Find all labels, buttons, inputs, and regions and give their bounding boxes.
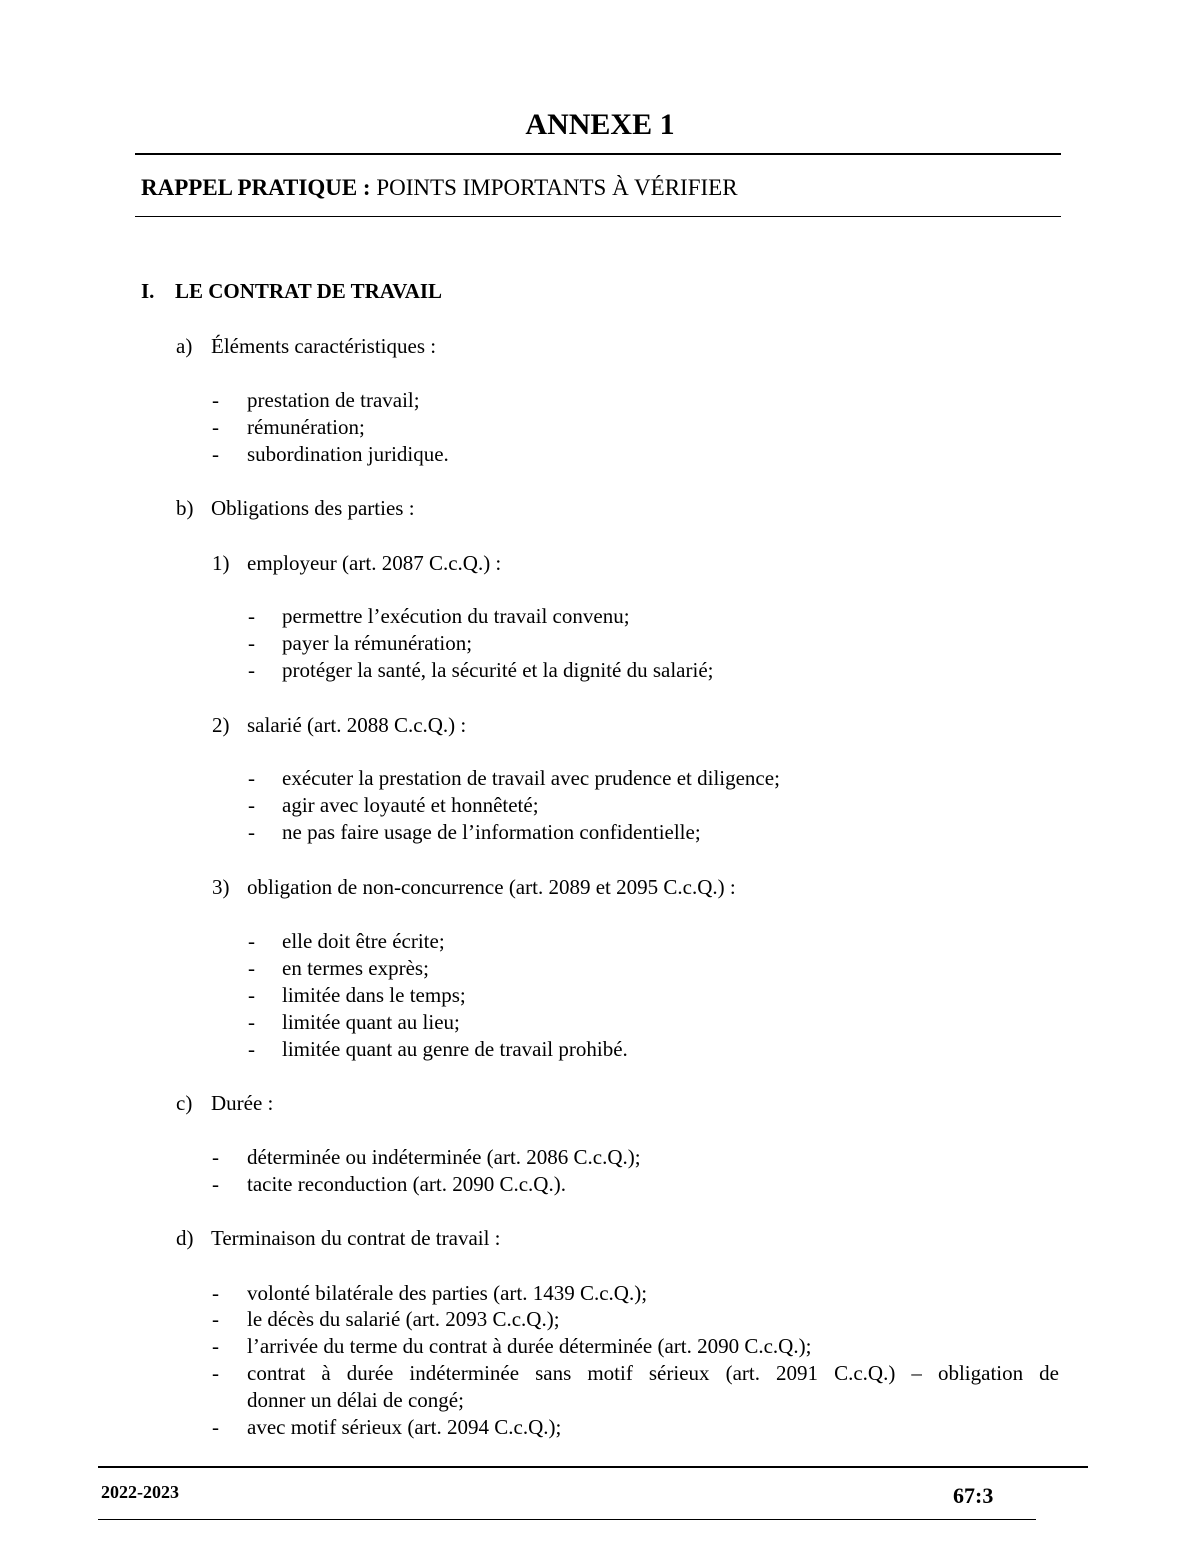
section-number: I.	[141, 279, 155, 303]
bullet-dash: -	[212, 1361, 219, 1385]
bullet-dash: -	[248, 983, 255, 1007]
footer-rule-bottom	[98, 1519, 1036, 1520]
list-item: agir avec loyauté et honnêteté;	[282, 793, 539, 817]
section-heading	[141, 279, 442, 304]
bullet-dash: -	[212, 415, 219, 439]
page-subtitle	[141, 175, 738, 201]
title-rule	[135, 153, 1061, 155]
bullet-dash: -	[248, 658, 255, 682]
footer-rule-top	[98, 1466, 1088, 1468]
list-item: l’arrivée du terme du contrat à durée déterminée (art. 2090 C.c.Q.);	[247, 1334, 812, 1358]
list-item: avec motif sérieux (art. 2094 C.c.Q.);	[247, 1415, 562, 1439]
bullet-dash: -	[248, 956, 255, 980]
bullet-dash: -	[212, 1334, 219, 1358]
list-item-long-line2: donner un délai de congé;	[247, 1388, 464, 1412]
footer-year: 2022-2023	[101, 1482, 179, 1502]
item-c-heading: Durée :	[211, 1091, 274, 1115]
bullet-dash: -	[248, 766, 255, 790]
bullet-dash: -	[248, 1010, 255, 1034]
list-item: ne pas faire usage de l’information confidentielle;	[282, 820, 701, 844]
item-a-heading: Éléments caractéristiques :	[211, 334, 437, 358]
sub-3-heading: obligation de non-concurrence (art. 2089 et 2095 C.c.Q.) :	[247, 875, 736, 899]
item-d-marker: d)	[176, 1226, 194, 1250]
list-item: elle doit être écrite;	[282, 929, 445, 953]
bullet-dash: -	[248, 1037, 255, 1061]
bullet-dash: -	[212, 1281, 219, 1305]
list-item: limitée dans le temps;	[282, 983, 466, 1007]
list-item: limitée quant au genre de travail prohibé.	[282, 1037, 628, 1061]
list-item: en termes exprès;	[282, 956, 429, 980]
list-item: payer la rémunération;	[282, 631, 473, 655]
list-item: tacite reconduction (art. 2090 C.c.Q.).	[247, 1172, 566, 1196]
bullet-dash: -	[212, 1415, 219, 1439]
bullet-dash: -	[212, 1307, 219, 1331]
list-item: rémunération;	[247, 415, 365, 439]
list-item: limitée quant au lieu;	[282, 1010, 460, 1034]
item-c-marker: c)	[176, 1091, 193, 1115]
list-item: subordination juridique.	[247, 442, 449, 466]
item-d-heading: Terminaison du contrat de travail :	[211, 1226, 501, 1250]
list-item: le décès du salarié (art. 2093 C.c.Q.);	[247, 1307, 560, 1331]
list-item: permettre l’exécution du travail convenu;	[282, 604, 630, 628]
bullet-dash: -	[248, 604, 255, 628]
sub-1-marker: 1)	[212, 551, 230, 575]
bullet-dash: -	[212, 442, 219, 466]
bullet-dash: -	[248, 929, 255, 953]
section-title: LE CONTRAT DE TRAVAIL	[175, 279, 443, 303]
sub-3-marker: 3)	[212, 875, 230, 899]
bullet-dash: -	[212, 388, 219, 412]
item-b-marker: b)	[176, 496, 194, 520]
bullet-dash: -	[248, 631, 255, 655]
list-item: exécuter la prestation de travail avec prudence et diligence;	[282, 766, 780, 790]
list-item: prestation de travail;	[247, 388, 420, 412]
sub-1-heading: employeur (art. 2087 C.c.Q.) :	[247, 551, 502, 575]
list-item: volonté bilatérale des parties (art. 1439 C.c.Q.);	[247, 1281, 648, 1305]
bullet-dash: -	[212, 1172, 219, 1196]
subtitle-rest: POINTS IMPORTANTS À VÉRIFIER	[370, 175, 738, 200]
bullet-dash: -	[248, 820, 255, 844]
list-item: déterminée ou indéterminée (art. 2086 C.c.Q.);	[247, 1145, 641, 1169]
bullet-dash: -	[248, 793, 255, 817]
bullet-dash: -	[212, 1145, 219, 1169]
subtitle-rule	[135, 216, 1061, 217]
subtitle-bold: RAPPEL PRATIQUE :	[141, 175, 371, 200]
list-item-long-line1: contrat à durée indéterminée sans motif sérieux (art. 2091 C.c.Q.) – obligation de	[247, 1361, 1059, 1385]
item-a-marker: a)	[176, 334, 193, 358]
item-b-heading: Obligations des parties :	[211, 496, 415, 520]
list-item: protéger la santé, la sécurité et la dignité du salarié;	[282, 658, 714, 682]
page-title: ANNEXE 1	[525, 108, 675, 141]
sub-2-heading: salarié (art. 2088 C.c.Q.) :	[247, 713, 467, 737]
sub-2-marker: 2)	[212, 713, 230, 737]
footer-page-number: 67:3	[953, 1483, 994, 1508]
